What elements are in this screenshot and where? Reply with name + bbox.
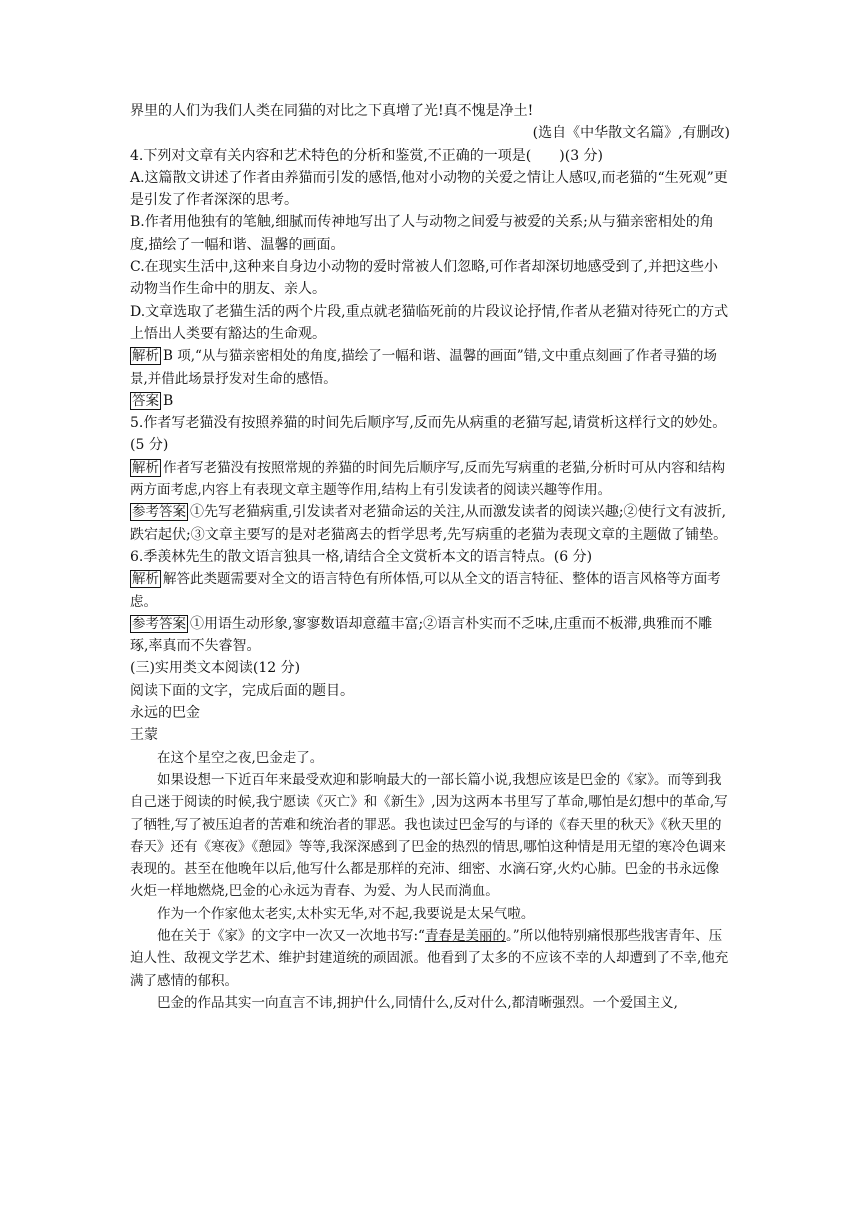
question-4-option-b: B.作者用他独有的笔触,细腻而传神地写出了人与动物之间爱与被爱的关系;从与猫亲密相处的角度,描绘了一幅和谐、温馨的画面。	[130, 214, 714, 253]
question-5-stem: 5.作者写老猫没有按照养猫的时间先后顺序写,反而先从病重的老猫写起,请赏析这样行文的妙处。(5 分)	[130, 415, 727, 454]
article-paragraph: 作为一个作家他太老实,太朴实无华,对不起,我要说是太呆气啦。	[157, 905, 535, 922]
question-4-answer	[130, 390, 730, 412]
analysis-text: B 项,“从与猫亲密相处的角度,描绘了一幅和谐、温馨的画面”错,文中重点刻画了作者寻猫的场景,并借此场景抒发对生命的感悟。	[130, 348, 717, 387]
analysis-text: 作者写老猫没有按照常规的养猫的时间先后顺序写,反而先写病重的老猫,分析时可从内容和结构两方面考虑,内容上有表现文章主题等作用,结构上有引发读者的阅读兴趣等作用。	[130, 459, 726, 499]
question-5-answer	[130, 501, 730, 546]
reading-instruction: 阅读下面的文字，完成后面的题目。	[130, 682, 354, 699]
article-paragraph: 在这个星空之夜,巴金走了。	[157, 749, 324, 766]
article-author: 王蒙	[130, 727, 158, 744]
analysis-tag: 解析	[132, 348, 159, 365]
analysis-text: 解答此类题需要对全文的语言特色有所体悟,可以从全文的语言特征、整体的语言风格等方面考虑。	[130, 571, 721, 610]
question-4-stem: 4.下列对文章有关内容和艺术特色的分析和鉴赏,不正确的一项是( )(3 分)	[130, 147, 604, 164]
question-5-analysis	[130, 457, 730, 502]
quote-tail: 。”所以他特别痛恨那些戕害青年、压迫人性、敌视文学艺术、维护封建道统的顽固派。他看到了太多的不应该不幸的人却遭到了不幸,他充满了感情的郁积。	[130, 927, 729, 989]
question-4-option-d: D.文章选取了老猫生活的两个片段,重点就老猫临死前的片段议论抒情,作者从老猫对待死亡的方式上悟出人类要有豁达的生命观。	[130, 303, 729, 342]
answer-text: B	[163, 392, 174, 409]
underlined-quote: 青春是美丽的	[424, 927, 506, 944]
continued-text: 界里的人们为我们人类在同猫的对比之下真增了光!真不愧是净土!	[130, 103, 534, 119]
article-paragraph: 如果设想一下近百年来最受欢迎和影响最大的一部长篇小说,我想应该是巴金的《家》。而等到我自己迷于阅读的时候,我宁愿读《灭亡》和《新生》,因为这两本书里写了革命,哪怕是幻想中的革命,写了牺牲,写了被压迫者的苦难和统治者的罪恶。我也读过巴金写的与译的《春天里的秋天》《秋天里的春天》还有《寒夜》《憩园》等等,我深深感到了巴金的热烈的情思,哪怕这种情是用无望的寒冷色调来表现的。甚至在他晚年以后,他写什么都是那样的充沛、细密、水滴石穿,火灼心肺。巴金的书永远像火炬一样地燃烧,巴金的心永远为青春、为爱、为人民而淌血。	[130, 771, 728, 900]
answer-text: ①先写老猫病重,引发读者对老猫命运的关注,从而激发读者的阅读兴趣;②使行文有波折,跌宕起伏;③文章主要写的是对老猫离去的哲学思考,先写病重的老猫为表现文章的主题做了铺垫。	[130, 504, 728, 543]
article-title: 永远的巴金	[130, 705, 200, 722]
source-citation: (选自《中华散文名篇》,有删改)	[532, 125, 730, 142]
article-paragraph	[130, 925, 730, 992]
page-content	[130, 100, 730, 1014]
question-4-option-c: C.在现实生活中,这种来自身边小动物的爱时常被人们忽略,可作者却深切地感受到了,并把这些小动物当作生命中的朋友、亲人。	[130, 259, 719, 298]
answer-text: ①用语生动形象,寥寥数语却意蕴丰富;②语言朴实而不乏味,庄重而不板滞,典雅而不雕琢,率真而不失睿智。	[130, 615, 713, 655]
question-6-stem: 6.季羡林先生的散文语言独具一格,请结合全文赏析本文的语言特点。(6 分)	[130, 548, 593, 565]
question-6-analysis	[130, 568, 730, 613]
question-4-option-a: A.这篇散文讲述了作者由养猫而引发的感悟,他对小动物的关爱之情让人感叹,而老猫的“生死观”更是引发了作者深深的思考。	[130, 169, 728, 209]
reference-answer-tag: 参考答案	[132, 615, 186, 632]
section-heading: (三)实用类文本阅读(12 分)	[130, 660, 301, 677]
analysis-tag: 解析	[132, 459, 159, 476]
question-6-answer	[130, 613, 730, 658]
answer-tag: 答案	[132, 392, 159, 409]
article-paragraph: 巴金的作品其实一向直言不讳,拥护什么,同情什么,反对什么,都清晰强烈。一个爱国主义,	[157, 994, 678, 1011]
reference-answer-tag: 参考答案	[132, 504, 186, 521]
quote-lead: 他在关于《家》的文字中一次又一次地书写:“	[157, 927, 425, 944]
analysis-tag: 解析	[132, 571, 159, 588]
question-4-analysis	[130, 345, 730, 390]
